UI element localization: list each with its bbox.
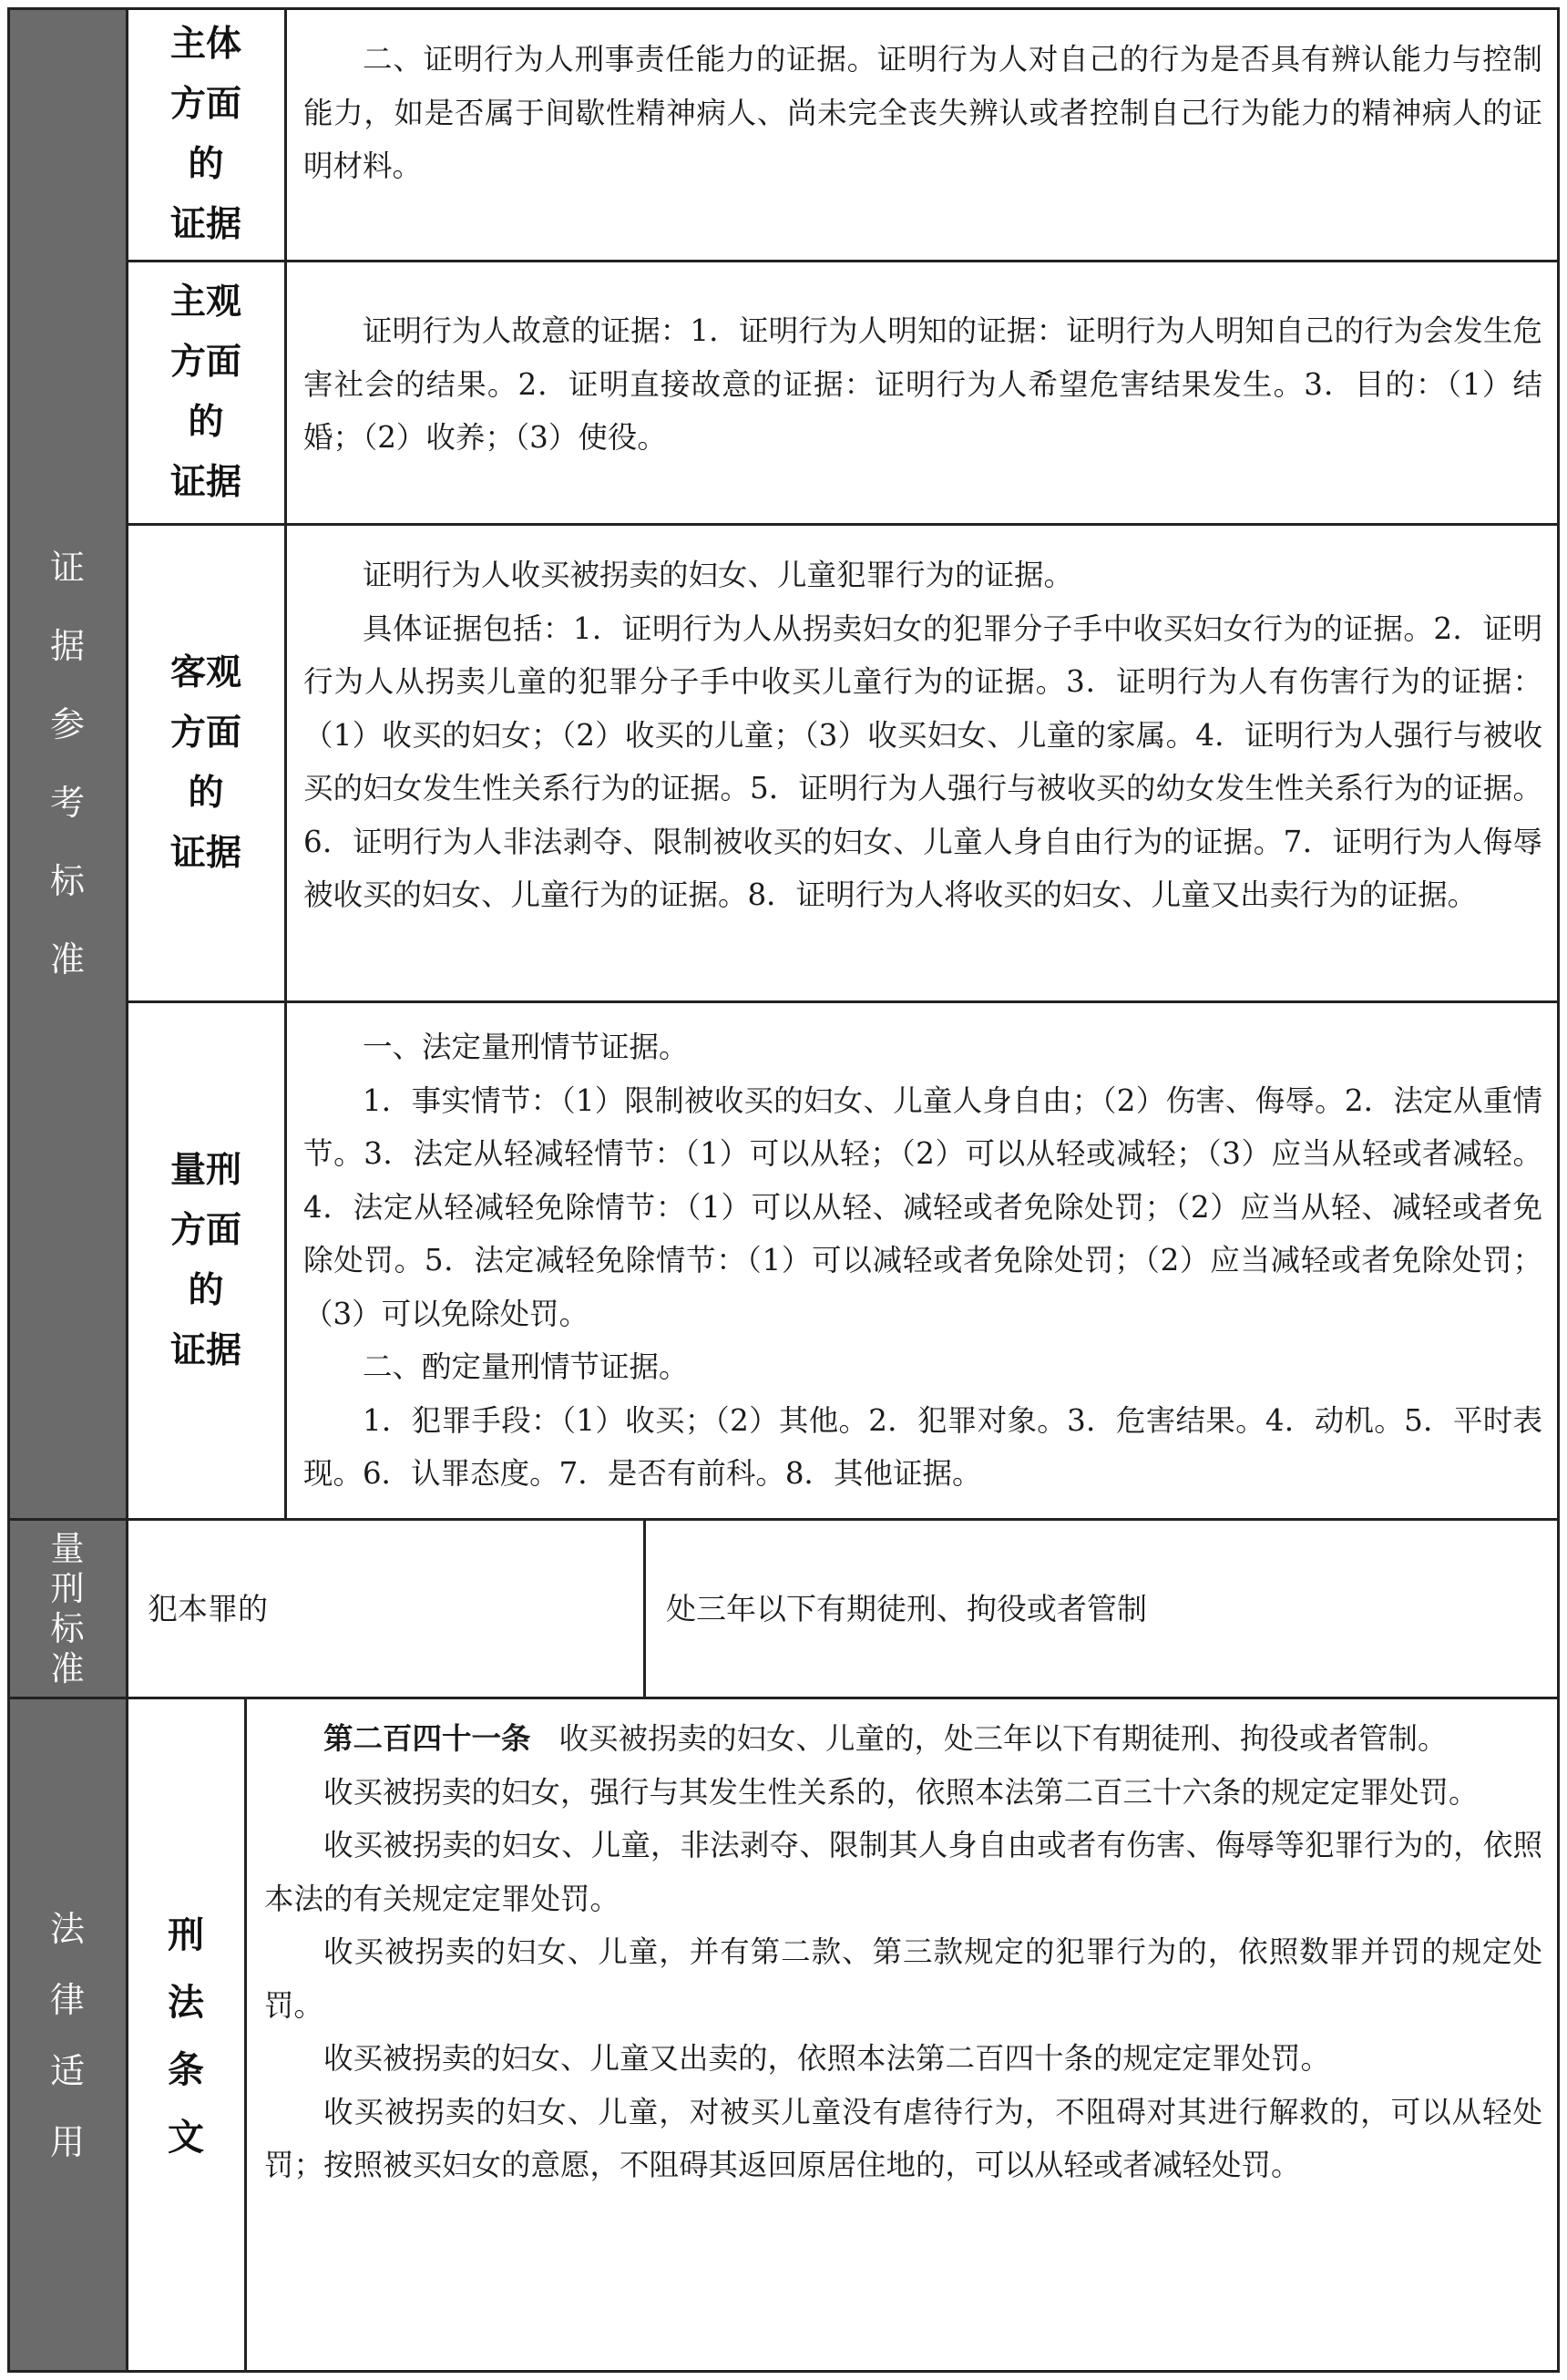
paragraph: 收买被拐卖的妇女，强行与其发生性关系的，依照本法第二百三十六条的规定定罪处罚。	[323, 1774, 1479, 1810]
paragraph: 证明行为人故意的证据：1．证明行为人明知的证据：证明行为人明知自己的行为会发生危害社会的结果。2．证明直接故意的证据：证明行为人希望危害结果发生。3．目的：（1）结婚；（2）收养；（3）使役。	[303, 313, 1542, 455]
paragraph: 具体证据包括：1．证明行为人从拐卖妇女的犯罪分子手中收买妇女行为的证据。2．证明行为人从拐卖儿童的犯罪分子手中收买儿童行为的证据。3．证明行为人有伤害行为的证据：（1）收买的妇女；（2）收买的儿童；（3）收买妇女、儿童的家属。4．证明行为人强行与被收买的妇女发生性关系行为的证据。5．证明行为人强行与被收买的幼女发生性关系行为的证据。6．证明行为人非法剥夺、限制被收买的妇女、儿童人身自由行为的证据。7．证明行为人侮辱被收买的妇女、儿童行为的证据。8．证明行为人将收买的妇女、儿童又出卖行为的证据。	[303, 610, 1542, 912]
category-text: 客观	[169, 651, 241, 693]
label-char: 标	[50, 1609, 85, 1648]
paragraph: 收买被拐卖的妇女、儿童又出卖的，依照本法第二百四十条的规定定罪处罚。	[323, 2041, 1331, 2076]
paragraph: 收买被拐卖的妇女、儿童，非法剥夺、限制其人身自由或者有伤害、侮辱等犯罪行为的，依照本法的有关规定定罪处罚。	[264, 1828, 1542, 1916]
label-char: 参	[49, 704, 85, 744]
divider	[7, 1697, 1560, 1699]
label-char: 标	[49, 861, 85, 901]
label-char: 据	[49, 626, 85, 666]
label-char: 律	[49, 1980, 85, 2020]
paragraph: 证明行为人收买被拐卖的妇女、儿童犯罪行为的证据。	[363, 558, 1074, 592]
paragraph: 1．事实情节：（1）限制被收买的妇女、儿童人身自由；（2）伤害、侮辱。2．法定从重情节。3．法定从轻减轻情节：（1）可以从轻；（2）可以从轻或减轻；（3）应当从轻或者减轻。4．法定从轻减轻免除情节：（1）可以从轻、减轻或者免除处罚；（2）应当从轻、减轻或者免除处罚。5．法定减轻免除情节：（1）可以减轻或者免除处罚；（2）应当减轻或者免除处罚；（3）可以免除处罚。	[303, 1082, 1542, 1331]
category-text: 文	[168, 2117, 204, 2159]
label-char: 证	[49, 548, 85, 588]
category-text: 方面	[169, 83, 241, 125]
category-text: 的	[188, 402, 224, 443]
label-char: 准	[49, 939, 85, 980]
category-text: 证据	[169, 462, 241, 503]
category-text: 证据	[169, 1329, 241, 1371]
divider	[643, 1520, 646, 1698]
divider	[244, 1698, 247, 2373]
paragraph: 收买被拐卖的妇女、儿童，并有第二款、第三款规定的犯罪行为的，依照数罪并罚的规定处罚。	[264, 1934, 1542, 2023]
divider	[7, 1518, 1560, 1521]
label-char: 法	[49, 1909, 85, 1949]
divider	[126, 523, 1560, 526]
label-char: 量	[50, 1529, 85, 1568]
category-subject	[128, 9, 284, 260]
category-text: 法	[168, 1982, 204, 2024]
label-char: 考	[49, 783, 85, 823]
subjective-evidence-content	[303, 304, 1542, 465]
category-text: 的	[188, 143, 224, 185]
sentencing-evidence-content	[303, 1021, 1542, 1501]
paragraph: 一、法定量刑情节证据。	[363, 1030, 689, 1064]
paragraph: 收买被拐卖的妇女、儿童，对被买儿童没有虐待行为，不阻碍对其进行解救的，可以从轻处罚；按照被买妇女的意愿，不阻碍其返回原居住地的，可以从轻或者减轻处罚。	[264, 2094, 1542, 2182]
article-title: 第二百四十一条	[323, 1720, 531, 1756]
divider	[126, 260, 1560, 262]
sentencing-condition: 犯本罪的	[148, 1591, 268, 1626]
category-text: 条	[168, 2049, 204, 2091]
label-char: 适	[49, 2051, 85, 2091]
label-char: 准	[50, 1649, 85, 1688]
paragraph: 1．犯罪手段：（1）收买；（2）其他。2．犯罪对象。3．危害结果。4．动机。5．平时表现。6．认罪态度。7．是否有前科。8．其他证据。	[303, 1402, 1542, 1491]
category-text: 刑	[168, 1914, 204, 1956]
paragraph: 二、酌定量刑情节证据。	[363, 1349, 689, 1384]
paragraph: 二、证明行为人刑事责任能力的证据。证明行为人对自己的行为是否具有辨认能力与控制能力，如是否属于间歇性精神病人、尚未完全丧失辨认或者控制自己行为能力的精神病人的证明材料。	[303, 42, 1542, 183]
subject-evidence-content	[303, 33, 1542, 193]
category-sentencing	[128, 1003, 284, 1518]
sentencing-penalty: 处三年以下有期徒刑、拘役或者管制	[666, 1591, 1147, 1626]
objective-evidence-content	[303, 549, 1542, 922]
category-text: 方面	[169, 342, 241, 383]
category-text: 方面	[169, 712, 241, 754]
category-text: 证据	[169, 832, 241, 874]
category-criminal-law-article	[128, 1700, 244, 2373]
category-text: 主观	[169, 282, 241, 323]
category-text: 量刑	[169, 1149, 241, 1191]
category-objective	[128, 526, 284, 1000]
divider	[126, 1000, 1560, 1003]
article-text: 收买被拐卖的妇女、儿童的，处三年以下有期徒刑、拘役或者管制。	[558, 1721, 1448, 1756]
category-text: 主体	[169, 23, 241, 65]
article-first-paragraph	[264, 1712, 1542, 1766]
law-article-content	[264, 1712, 1542, 2192]
divider	[284, 7, 287, 1520]
category-text: 证据	[169, 203, 241, 245]
category-text: 的	[188, 1269, 224, 1311]
category-text: 的	[188, 772, 224, 814]
category-subjective	[128, 262, 284, 523]
label-char: 用	[49, 2122, 85, 2162]
category-text: 方面	[169, 1209, 241, 1251]
label-char: 刑	[50, 1569, 85, 1608]
